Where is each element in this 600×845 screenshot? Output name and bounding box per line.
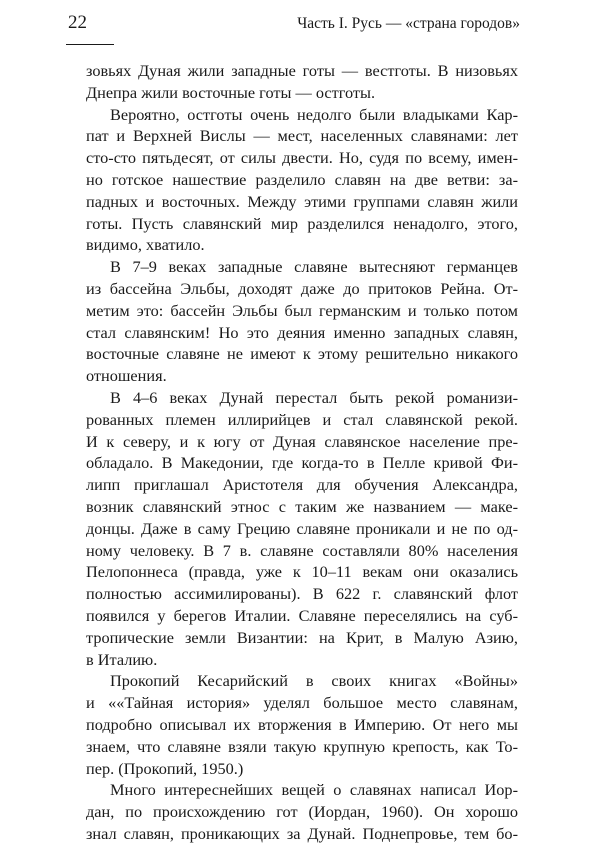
body-text [86,60,518,845]
text-line: В 4–6 веках Дунай перестал быть рекой романизи- [110,387,518,407]
text-line: Вероятно, остготы очень недолго были владыками Кар- [110,104,518,124]
text-line: возник славянский этнос с таким же названием — маке- [86,496,518,516]
running-title: Часть I. Русь — «страна городов» [297,15,520,32]
page-number: 22 [68,12,87,33]
text-line: донцы. Даже в саму Грецию славяне проникали и не по од- [86,518,518,538]
text-line: сто-сто пятьдесят, от силы двести. Но, судя по всему, имен- [86,148,518,168]
text-line: полностью ассимилированы). В 622 г. славянский флот [86,584,518,604]
text-line: пер. (Прокопий, 1950.) [86,758,244,778]
paragraph [86,60,518,104]
text-line: в Италию. [86,649,158,669]
text-line: подробно описывал их вторжения в Империю. От него мы [86,714,518,734]
text-line: видимо, хватило. [86,235,205,255]
paragraph [86,779,518,844]
text-line: рованных племен иллирийцев и стал славянской рекой. [86,409,518,429]
text-line: падных и восточных. Между этими группами славян жили [86,191,518,211]
text-line: знаем, что славяне взяли такую крупную крепость, как То- [86,736,518,756]
header-rule [66,44,114,45]
paragraph [86,670,518,779]
text-line: Много интереснейших вещей о славянах написал Иор- [110,780,518,800]
paragraph [86,387,518,670]
text-line: обладало. В Македонии, где когда-то в Пелле кривой Фи- [86,453,518,473]
text-line: липп приглашал Аристотеля для обучения Александра, [86,475,518,495]
text-line: но готское нашествие разделило славян на две ветви: за- [86,169,518,189]
text-line: тропические земли Византии: на Крит, в Малую Азию, [86,627,518,647]
text-line: отношения. [86,366,167,386]
text-line: знал славян, проникающих за Дунай. Поднепровье, тем бо- [86,823,518,843]
text-line: дан, по происхождению гот (Иордан, 1960). Он хорошо [86,802,518,822]
text-line: ному человеку. В 7 в. славяне составляли 80% населения [86,540,518,560]
text-line: метим это: бассейн Эльбы был германским и только потом [86,300,518,320]
text-line: зовьях Дуная жили западные готы — вестготы. В низовьях [86,61,518,80]
text-line: восточные славяне не имеют к этому решительно никакого [86,344,518,364]
text-line: появился у берегов Италии. Славяне переселялись на суб- [86,605,518,625]
text-line: Пелопоннеса (правда, уже к 10–11 векам они оказались [86,562,518,582]
text-line: из бассейна Эльбы, доходят даже до притоков Рейна. От- [86,278,518,298]
text-line: Прокопий Кесарийский в своих книгах «Войны» [110,671,518,691]
text-line: и ««Тайная история» уделял большое место славянам, [86,693,518,713]
text-line: Днепра жили восточные готы — остготы. [86,82,376,102]
text-line: пат и Верхней Вислы — мест, населенных славянами: лет [86,126,518,146]
text-line: стал славянским! Но это деяния именно западных славян, [86,322,518,342]
paragraph [86,256,518,387]
paragraph [86,104,518,257]
text-line: В 7–9 веках западные славяне вытесняют германцев [110,257,518,277]
text-line: готы. Пусть славянский мир разделился ненадолго, этого, [86,213,518,233]
text-line: И к северу, и к югу от Дуная славянское население пре- [86,431,518,451]
